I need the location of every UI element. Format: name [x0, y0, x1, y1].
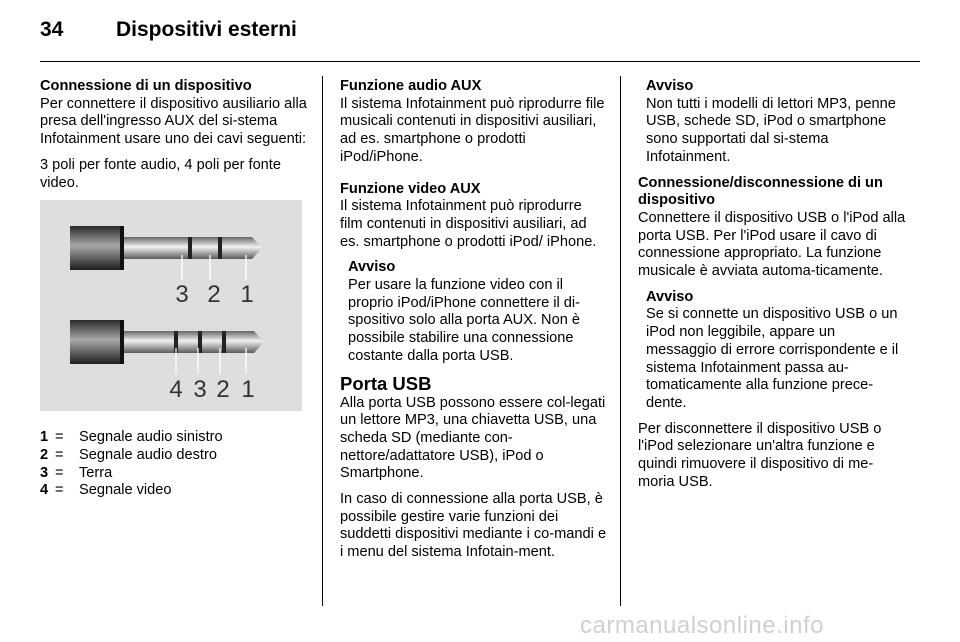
note-title: Avviso — [646, 288, 694, 305]
legend-text: Segnale video — [79, 482, 172, 499]
pole-label: 3 — [193, 376, 207, 404]
jack-plug-figure — [40, 200, 302, 411]
column-divider — [620, 76, 621, 606]
legend-key: 1 — [40, 429, 49, 446]
note-text: Per usare la funzione video con il proprio iPod/iPhone connettere il di-spositivo solo alla porta AUX. Non è possibile stabilire una connessione costante dalla porta USB. — [348, 277, 581, 364]
watermark: carmanualsonline.info — [580, 612, 824, 639]
note-text: Non tutti i modelli di lettori MP3, penne USB, schede SD, iPod o smartphone sono supportati dal si-stema Infotainment. — [646, 95, 896, 165]
plug-3-pole — [70, 226, 262, 308]
legend-eq: = — [55, 482, 64, 499]
legend-item — [40, 447, 308, 465]
pole-label: 4 — [169, 376, 183, 404]
note-box — [646, 289, 906, 413]
column-3 — [638, 78, 906, 499]
paragraph: Il sistema Infotainment può riprodurre film contenuti in dispositivi ausiliari, ad es. smartphone o prodotti iPod/ iPhone. — [340, 198, 597, 250]
pole-label: 1 — [241, 376, 255, 404]
legend-item — [40, 482, 308, 500]
legend-item — [40, 465, 308, 483]
legend-text: Terra — [79, 464, 113, 481]
legend-eq: = — [55, 429, 64, 446]
note-title: Avviso — [646, 78, 694, 94]
legend-key: 2 — [40, 446, 49, 463]
page-title: Dispositivi esterni — [116, 18, 297, 41]
page-number: 34 — [40, 18, 64, 41]
note-box — [646, 78, 906, 167]
note-box — [348, 259, 608, 365]
note-text: Se si connette un dispositivo USB o un iPod non leggibile, appare un messaggio di errore corrispondente e il sistema Infotainment passa au-tomaticamente alla funzione prece-dente. — [646, 306, 899, 411]
pole-label: 3 — [175, 281, 189, 309]
plug-4-pole — [70, 320, 264, 403]
section-heading: Connessione/disconnessione di un dispositivo — [638, 174, 883, 209]
page-header — [40, 18, 297, 42]
column-1 — [40, 78, 308, 500]
paragraph: 3 poli per fonte audio, 4 poli per fonte video. — [40, 156, 281, 191]
legend-eq: = — [55, 464, 64, 481]
legend-key: 4 — [40, 482, 49, 499]
note-title: Avviso — [348, 259, 396, 276]
legend-text: Segnale audio destro — [79, 446, 217, 463]
section-heading: Funzione video AUX — [340, 180, 481, 197]
paragraph: Per disconnettere il dispositivo USB o l'iPod selezionare un'altra funzione e quindi rimuovere il dispositivo di me-moria USB. — [638, 420, 882, 490]
paragraph: Per connettere il dispositivo ausiliario alla presa dell'ingresso AUX del si-stema Infotainment usare uno dei cavi seguenti: — [40, 95, 307, 148]
header-rule — [40, 61, 920, 62]
paragraph: Alla porta USB possono essere col-legati un lettore MP3, una chiavetta USB, una scheda SD (mediante con-nettore/adattatore USB), iPod o Smartphone. — [340, 394, 606, 482]
legend-key: 3 — [40, 464, 49, 481]
column-divider — [322, 76, 323, 606]
section-title: Porta USB — [340, 372, 432, 394]
pole-label: 2 — [216, 376, 230, 404]
section-heading: Connessione di un dispositivo — [40, 78, 252, 94]
legend-eq: = — [55, 446, 64, 463]
paragraph: Connettere il dispositivo USB o l'iPod alla porta USB. Per l'iPod usare il cavo di connessione appropriato. La funzione musicale è avviata automa-ticamente. — [638, 209, 906, 280]
paragraph: In caso di connessione alla porta USB, è possibile gestire varie funzioni dei suddetti dispositivi mediante i co-mandi e i menu del sistema Infotain-ment. — [340, 491, 607, 561]
column-2 — [340, 78, 608, 570]
pole-label: 1 — [240, 281, 254, 309]
figure-legend — [40, 429, 308, 500]
pole-label: 2 — [207, 281, 221, 309]
legend-text: Segnale audio sinistro — [79, 429, 223, 446]
section-heading: Funzione audio AUX — [340, 78, 482, 94]
legend-item — [40, 429, 308, 447]
paragraph: Il sistema Infotainment può riprodurre file musicali contenuti in dispositivi ausiliari, ad es. smartphone o prodotti iPod/iPhone. — [340, 95, 605, 165]
